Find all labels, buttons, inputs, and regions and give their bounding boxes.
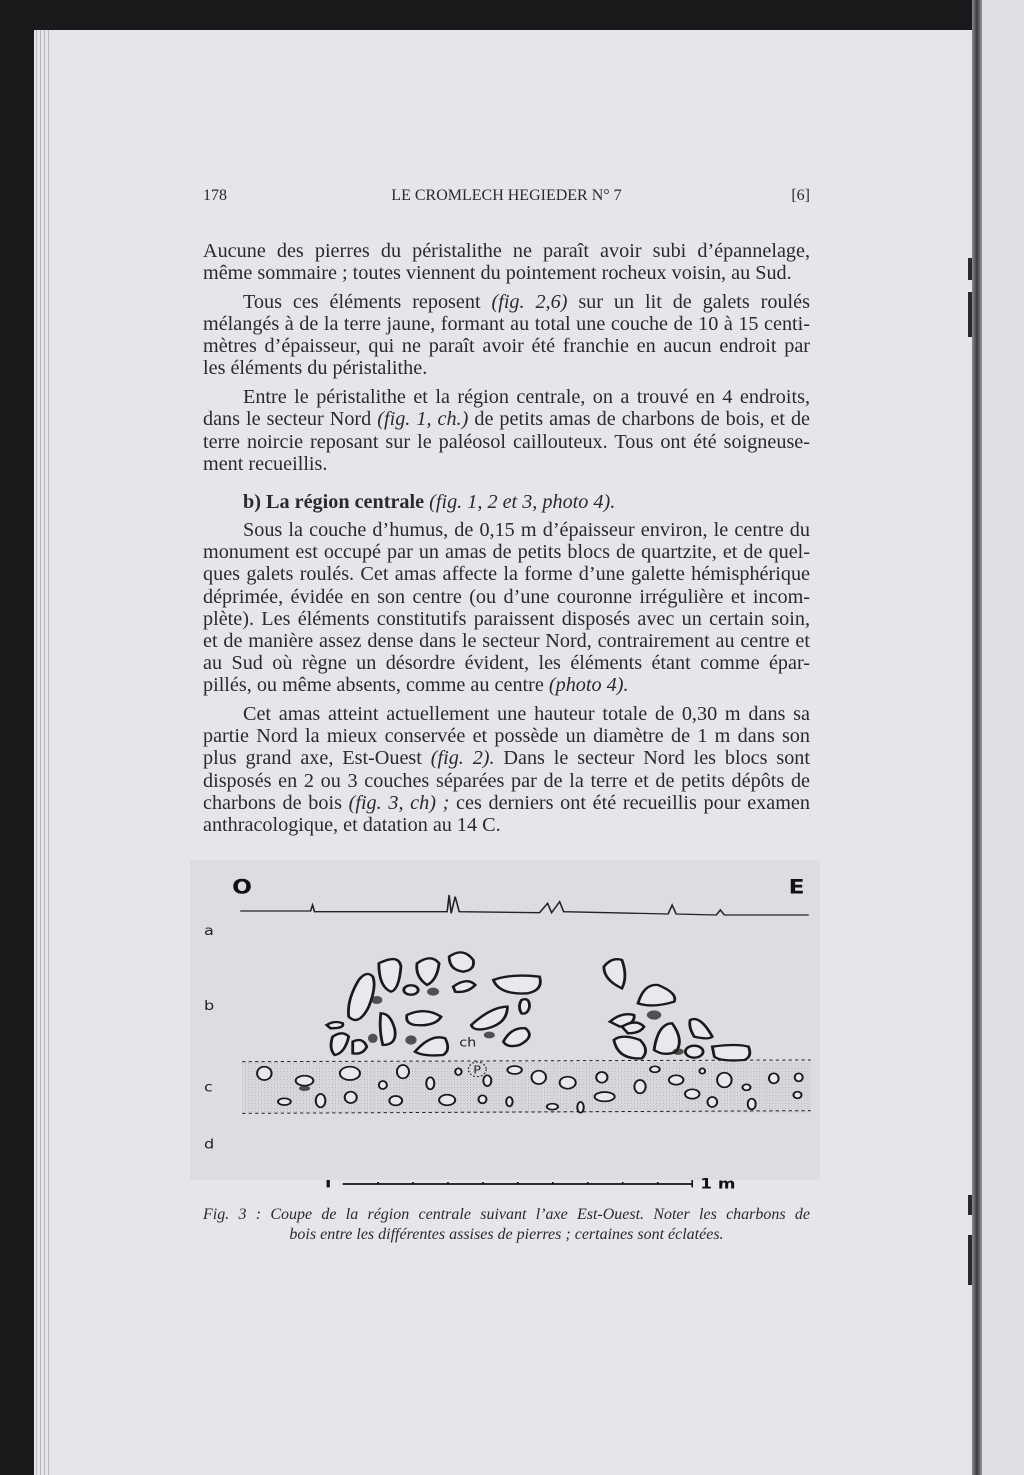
binding-mark bbox=[968, 1235, 972, 1285]
paragraph bbox=[203, 291, 810, 380]
text-line bbox=[203, 652, 810, 674]
italic-reference: (fig. 3, ch) ; bbox=[348, 791, 450, 814]
text-segment: de petits amas de charbons de bois, et de bbox=[468, 408, 811, 431]
bold-heading-text: b) La région centrale bbox=[243, 490, 425, 513]
text-segment: mélangés à de la terre jaune, formant au total une couche de 10 à 15 centi- bbox=[203, 313, 810, 336]
page-edge bbox=[44, 30, 45, 1475]
text-line bbox=[203, 674, 810, 696]
text-line bbox=[203, 703, 810, 725]
text-line bbox=[203, 240, 810, 262]
text-segment: charbons de bois bbox=[203, 791, 349, 814]
text-line bbox=[203, 725, 810, 747]
text-line bbox=[203, 608, 810, 630]
body-text bbox=[203, 240, 810, 843]
text-segment: terre noircie reposant sur le paléosol caillouteux. Tous ont été soigneuse- bbox=[203, 430, 810, 453]
text-segment: et de manière assez dense dans le secteur Nord, contrairement au centre et bbox=[203, 630, 810, 652]
book-binding bbox=[972, 0, 982, 1475]
text-segment: Entre le péristalithe et la région centrale, on a trouvé en 4 endroits, bbox=[243, 386, 810, 409]
text-line bbox=[203, 814, 810, 836]
text-line bbox=[203, 291, 810, 313]
layer-label-a: a bbox=[204, 923, 214, 939]
page-edge bbox=[48, 30, 49, 1475]
text-segment: ment recueillis. bbox=[203, 452, 328, 475]
text-segment: anthracologique, et datation au 14 C. bbox=[203, 814, 501, 836]
text-segment: mètres d’épaisseur, qui ne paraît avoir été franchie en aucun endroit par bbox=[203, 335, 810, 358]
text-line bbox=[203, 792, 810, 814]
west-label: O bbox=[232, 876, 252, 899]
paragraph bbox=[203, 240, 810, 284]
binding-mark bbox=[968, 292, 972, 337]
text-segment: Cet amas atteint actuellement une hauteur totale de 0,30 m dans sa bbox=[243, 703, 810, 726]
east-label: E bbox=[788, 876, 805, 899]
text-line bbox=[203, 491, 810, 513]
text-segment: sur un lit de galets roulés bbox=[567, 290, 810, 313]
p-label: P bbox=[473, 1063, 482, 1077]
text-segment: au Sud où règne un désordre évident, les éléments étant comme épar- bbox=[203, 652, 810, 675]
text-segment: plus grand axe, Est-Ouest bbox=[203, 747, 431, 770]
text-line bbox=[203, 630, 810, 652]
figure-section-drawing bbox=[190, 860, 820, 1250]
italic-reference: (fig. 2). bbox=[430, 747, 495, 770]
charcoal-label: ch bbox=[459, 1036, 477, 1051]
next-page-edge bbox=[982, 0, 1024, 1475]
section-heading bbox=[203, 491, 810, 513]
text-segment: partie Nord la mieux conservée et possède un diamètre de 1 m dans son bbox=[203, 725, 810, 748]
text-line bbox=[203, 386, 810, 408]
text-line bbox=[203, 313, 810, 335]
text-line bbox=[203, 262, 810, 284]
layer-label-d: d bbox=[204, 1136, 215, 1152]
text-segment: pillés, ou même absents, comme au centre bbox=[203, 674, 549, 697]
text-line bbox=[203, 453, 810, 475]
italic-reference: (photo 4). bbox=[548, 674, 629, 697]
paragraph bbox=[203, 386, 810, 475]
running-header bbox=[203, 187, 810, 207]
text-line bbox=[203, 747, 810, 769]
layer-label-c: c bbox=[204, 1079, 213, 1096]
text-segment: plète). Les éléments constitutifs paraissent disposés avec un certain soin, bbox=[203, 607, 810, 630]
text-line bbox=[203, 408, 810, 430]
italic-reference: (fig. 1, ch.) bbox=[377, 408, 469, 431]
scale-label: 1 m bbox=[700, 1175, 736, 1192]
text-line bbox=[203, 770, 810, 792]
text-segment: disposés en 2 ou 3 couches séparées par de la terre et de petits dépôts de bbox=[203, 769, 810, 792]
layer-label-b: b bbox=[204, 998, 215, 1014]
text-segment: même sommaire ; toutes viennent du pointement rocheux voisin, au Sud. bbox=[203, 262, 792, 285]
text-line bbox=[203, 357, 810, 379]
text-segment: Dans le secteur Nord les blocs sont bbox=[494, 747, 810, 770]
figure-background bbox=[190, 860, 820, 1180]
text-segment: les éléments du péristalithe. bbox=[203, 357, 428, 380]
section-number: [6] bbox=[791, 187, 810, 204]
text-line bbox=[203, 431, 810, 453]
scale-bar-start bbox=[327, 1180, 330, 1187]
figure-caption bbox=[203, 1205, 810, 1245]
text-segment: ques galets roulés. Cet amas affecte la forme d’une galette hémisphérique bbox=[203, 563, 810, 586]
caption-line: bois entre les différentes assises de pierres ; certaines sont éclatées. bbox=[289, 1226, 724, 1243]
text-line bbox=[203, 563, 810, 585]
text-segment: déprimée, évidée en son centre (ou d’une couronne irrégulière et incom- bbox=[203, 585, 810, 608]
text-line bbox=[203, 335, 810, 357]
paragraph bbox=[203, 703, 810, 836]
text-line bbox=[203, 519, 810, 541]
text-segment: Aucune des pierres du péristalithe ne paraît avoir subi d’épannelage, bbox=[203, 240, 810, 262]
page-edge bbox=[36, 30, 37, 1475]
text-segment: monument est occupé par un amas de petits blocs de quartzite, et de quel- bbox=[203, 541, 810, 564]
running-title: LE CROMLECH HEGIEDER N° 7 bbox=[391, 187, 622, 204]
italic-reference: (fig. 1, 2 et 3, photo 4). bbox=[429, 490, 616, 513]
page-number: 178 bbox=[203, 187, 227, 204]
text-segment: dans le secteur Nord bbox=[203, 408, 378, 431]
caption-line: Fig. 3 : Coupe de la région centrale suivant l’axe Est-Ouest. Noter les charbons de bbox=[203, 1206, 810, 1223]
binding-mark bbox=[968, 1195, 972, 1215]
text-segment: Tous ces éléments reposent bbox=[243, 290, 492, 313]
text-segment: ces derniers ont été recueillis pour examen bbox=[449, 791, 810, 814]
text-line bbox=[203, 586, 810, 608]
italic-reference: (fig. 2,6) bbox=[491, 290, 568, 313]
page-edge bbox=[40, 30, 41, 1475]
binding-mark bbox=[968, 258, 972, 280]
text-segment: Sous la couche d’humus, de 0,15 m d’épaisseur environ, le centre du bbox=[243, 519, 810, 542]
paragraph bbox=[203, 519, 810, 697]
text-line bbox=[203, 541, 810, 563]
